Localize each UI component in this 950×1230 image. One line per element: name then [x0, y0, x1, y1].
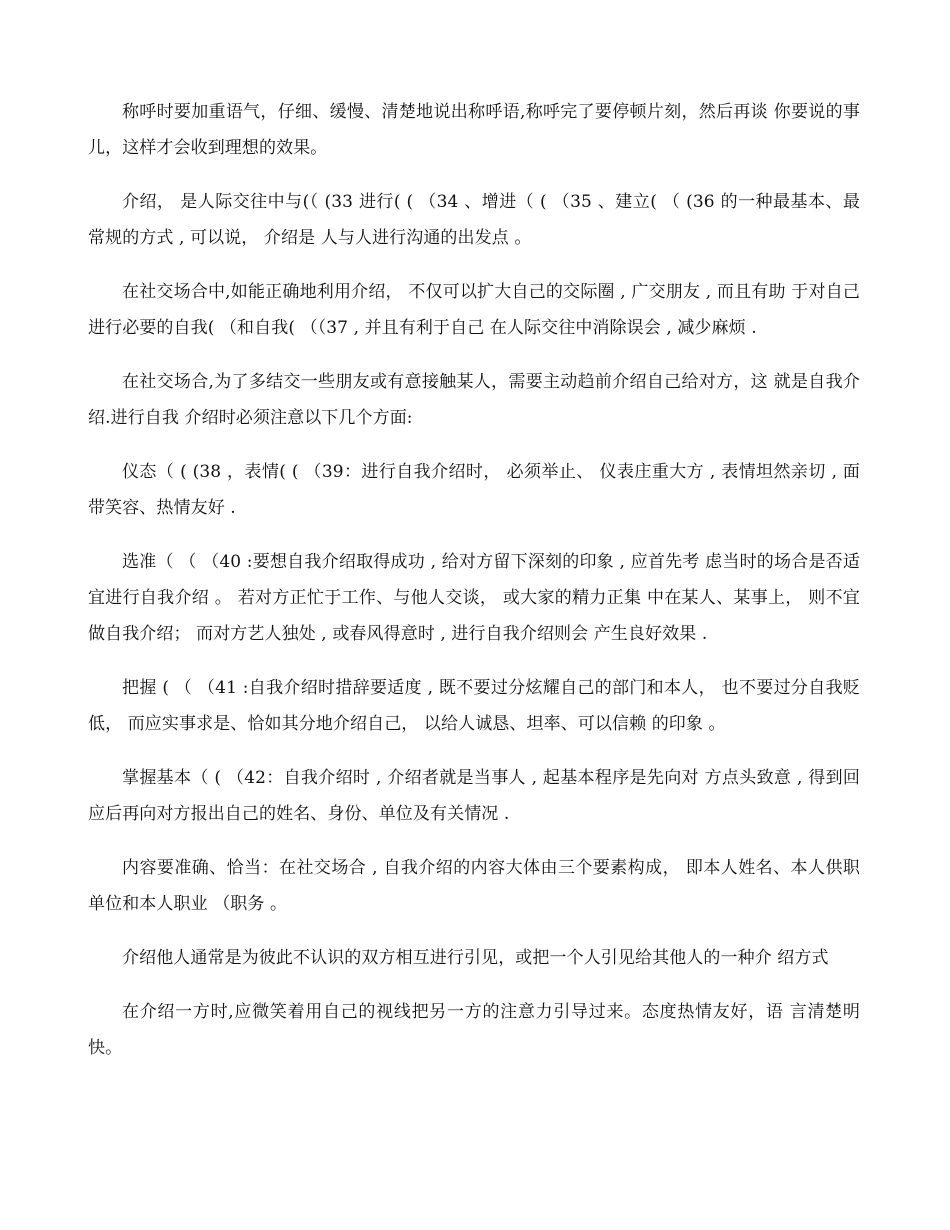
paragraph-7: 把握 ( （ （41 :自我介绍时措辞要适度 , 既不要过分炫耀自己的部门和本人， 也不要过分自我贬低， 而应实事求是、恰如其分地介绍自己， 以给人诚恳、坦率、可以信赖 的印象 。 — [88, 678, 860, 734]
document-body — [88, 94, 860, 1084]
paragraph-11: 在介绍一方时,应微笑着用自己的视线把另一方的注意力引导过来。态度热情友好，语 言清楚明快。 — [88, 1002, 860, 1058]
paragraph-6: 选准（ （ （40 :要想自我介绍取得成功 , 给对方留下深刻的印象 , 应首先考 虑当时的场合是否适宜进行自我介绍 。 若对方正忙于工作、与他人交谈， 或大家的精力正集 中在某人、某事上， 则不宜做自我介绍； 而对方艺人独处 , 或春风得意时 , 进行自我介绍则会 产生良好效果 . — [88, 552, 860, 644]
paragraph-5: 仪态（ ( (38 ，表情( ( （39：进行自我介绍时， 必须举止、 仪表庄重大方 , 表情坦然亲切 , 面带笑容、热情友好 . — [88, 462, 860, 518]
paragraph-9: 内容要准确、恰当：在社交场合 , 自我介绍的内容大体由三个要素构成， 即本人姓名、本人供职单位和本人职业 （职务 。 — [88, 858, 860, 914]
paragraph-10: 介绍他人通常是为彼此不认识的双方相互进行引见，或把一个人引见给其他人的一种介 绍方式 — [122, 948, 829, 968]
paragraph-4: 在社交场合,为了多结交一些朋友或有意接触某人，需要主动趋前介绍自己给对方，这 就是自我介绍.进行自我 介绍时必须注意以下几个方面: — [88, 372, 860, 428]
paragraph-1: 称呼时要加重语气，仔细、缓慢、清楚地说出称呼语,称呼完了要停顿片刻，然后再谈 你要说的事儿，这样才会收到理想的效果。 — [88, 102, 860, 158]
paragraph-2: 介绍， 是人际交往中与(（ (33 进行( ( （34 、增进（ ( （35 、建立( （ (36 的一种最基本、最常规的方式 , 可以说， 介绍是 人与人进行沟通的出发点 。 — [88, 192, 860, 248]
paragraph-8: 掌握基本（ ( （42：自我介绍时 , 介绍者就是当事人 , 起基本程序是先向对 方点头致意 , 得到回应后再向对方报出自己的姓名、身份、单位及有关情况 . — [88, 768, 860, 824]
paragraph-3: 在社交场合中,如能正确地利用介绍， 不仅可以扩大自己的交际圈 , 广交朋友 , 而且有助 于对自己进行必要的自我( （和自我( （（37 , 并且有利于自己 在人际交往中消除误会 , 减少麻烦 . — [88, 282, 860, 338]
